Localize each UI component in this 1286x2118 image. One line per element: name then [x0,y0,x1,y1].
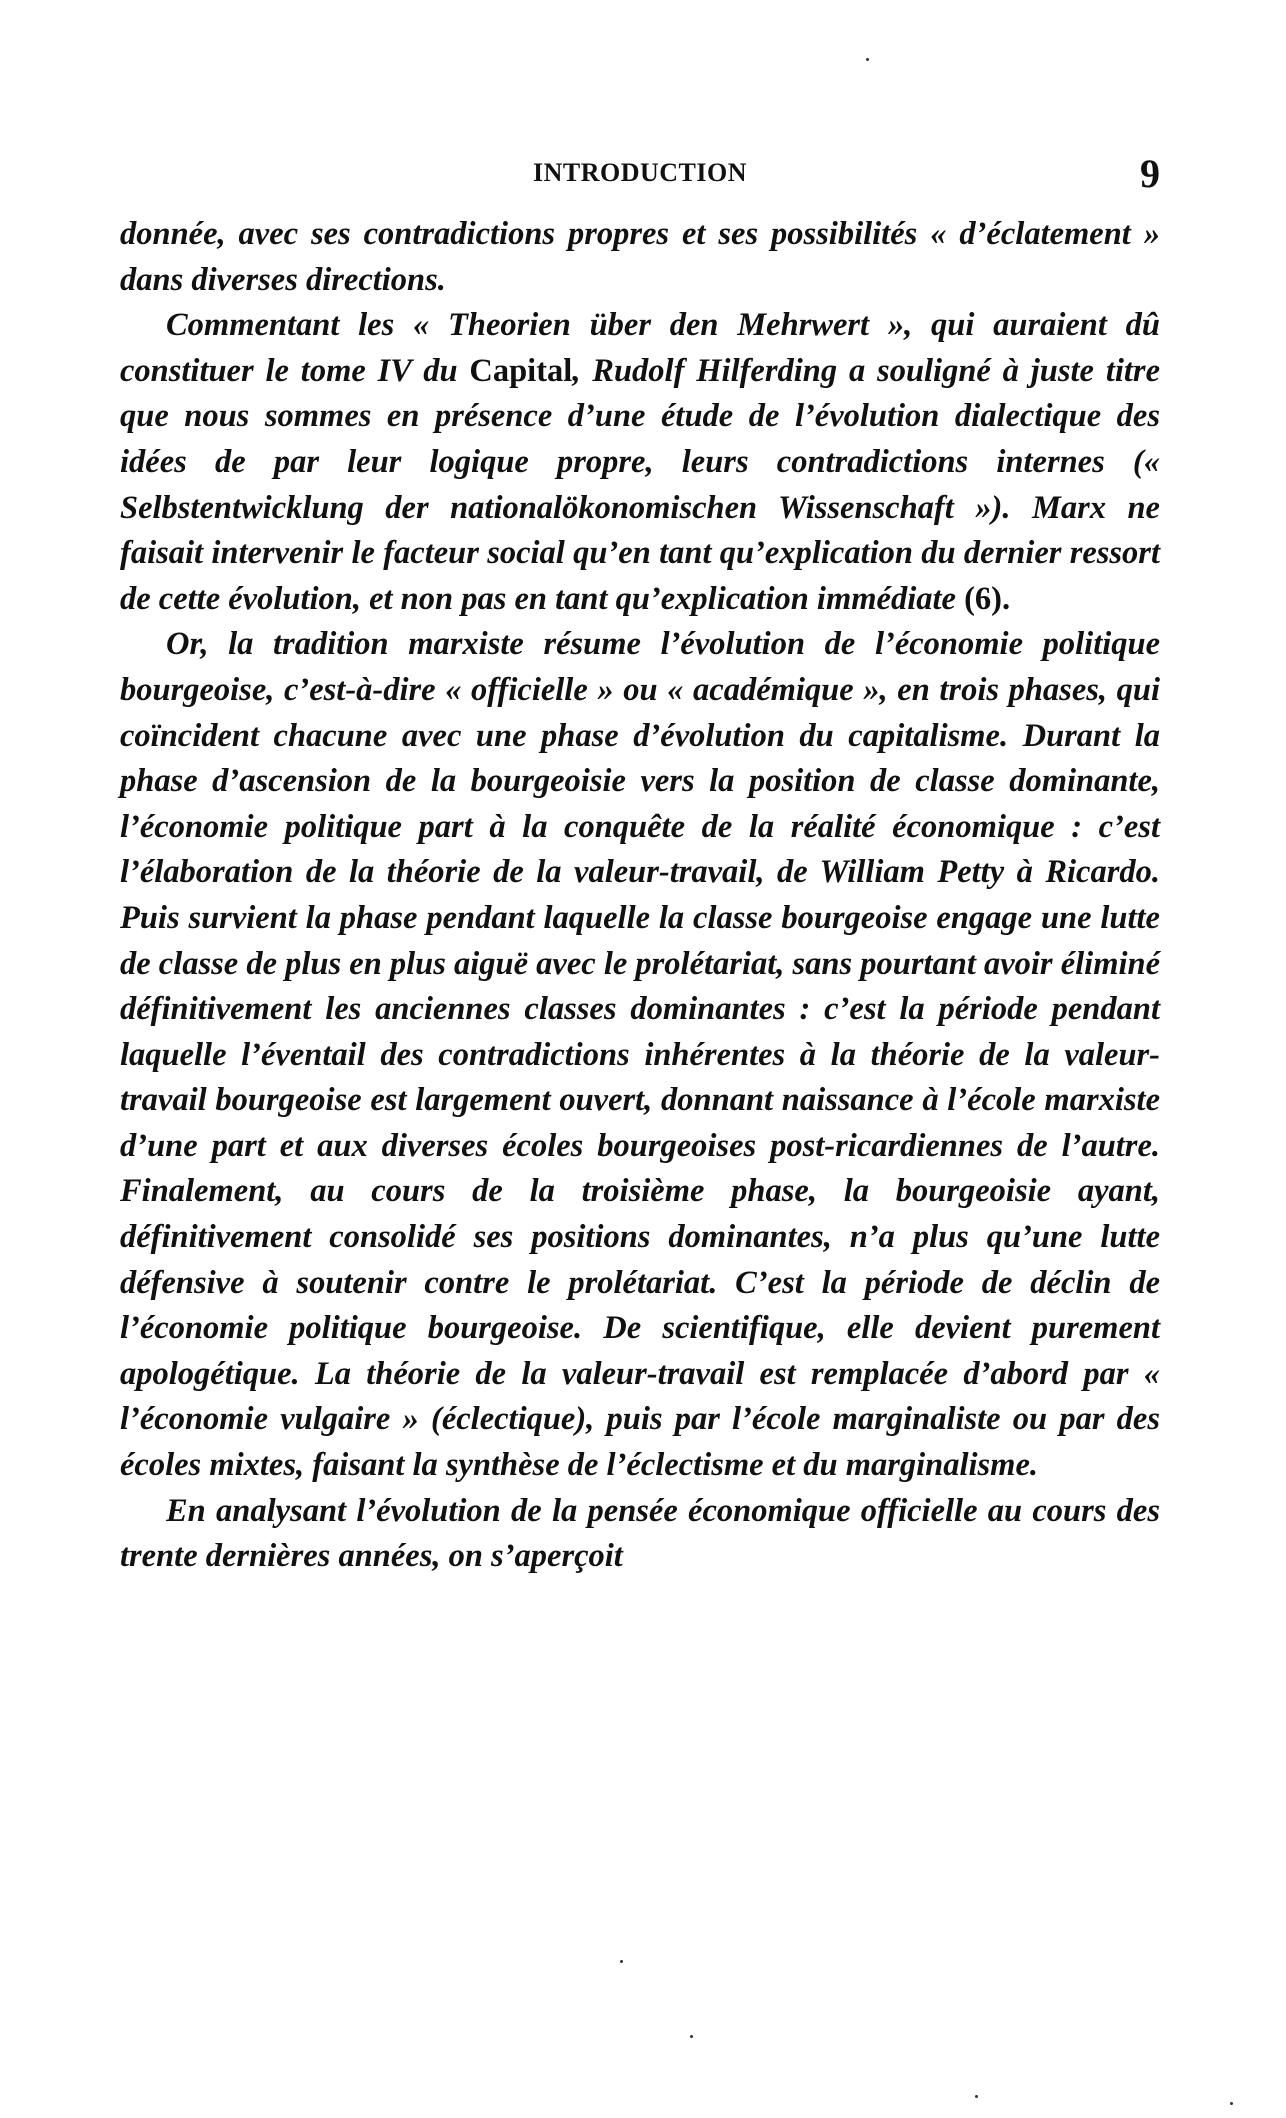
text-run: , Rudolf Hilferding a souligné à juste titre que nous sommes en présence d’une étude de l’évolution dialectique des idées de par leur logique propre, leurs contradictions internes (« Selbstentwicklung der nationalökonomischen Wissenschaft »). Marx ne faisait intervenir le facteur social qu’en tant qu’explication du dernier ressort de cette évolution, et non pas en tant qu’explication immédiate [120,352,1160,617]
footnote-reference: (6). [964,580,1011,617]
book-page [120,150,1160,1580]
page-number: 9 [1140,151,1160,196]
body-text [120,212,1160,1580]
text-run: Commentant les « Theorien über den Mehrwert », qui auraient dû constituer le tome IV du [120,307,1160,389]
scan-speck [975,2095,978,2098]
book-title-capital: Capital [469,352,573,389]
scan-speck [620,1960,623,1963]
paragraph-3 [120,622,1160,1488]
paragraph-1 [120,212,1160,303]
running-head [120,150,1160,200]
scan-speck [1230,2102,1233,2105]
text-run: En analysant l’évolution de la pensée économique officielle au cours des trente dernières années, on s’aperçoit [120,1492,1160,1575]
text-run: donnée, avec ses contradictions propres et ses possibilités « d’éclatement » dans diverses directions. [120,216,1160,298]
paragraph-4 [120,1489,1160,1580]
paragraph-2 [120,303,1160,622]
scan-speck [866,58,869,61]
text-run: Or, la tradition marxiste résume l’évolution de l’économie politique bourgeoise, c’est-à-dire « officielle » ou « académique », en trois phases, qui coïncident chacune avec une phase d’évolution du capitalisme. Durant la phase d’ascension de la bourgeoisie vers la position de classe dominante, l’économie politique part à la conquête de la réalité économique : c’est l’élaboration de la théorie de la valeur-travail, de William Petty à Ricardo. Puis survient la phase pendant laquelle la classe bourgeoise engage une lutte de classe de plus en plus aiguë avec le prolétariat, sans pourtant avoir éliminé définitivement les anciennes classes dominantes : c’est la période pendant laquelle l’éventail des contradictions inhérentes à la théorie de la valeur-travail bourgeoise est largement ouvert, donnant naissance à l’école marxiste d’une part et aux diverses écoles bourgeoises post-ricardiennes de l’autre. Finalement, au cours de la troisième phase, la bourgeoisie ayant, définitivement consolidé ses positions dominantes, n’a plus qu’une lutte défensive à soutenir contre le prolétariat. C’est la période de déclin de l’économie politique bourgeoise. De scientifique, elle devient purement apologétique. La théorie de la valeur-travail est remplacée d’abord par « l’économie vulgaire » (éclectique), puis par l’école marginaliste ou par des écoles mixtes, faisant la synthèse de l’éclectisme et du marginalisme. [120,626,1160,1484]
running-title: INTRODUCTION [532,158,748,187]
scan-speck [690,2035,693,2038]
